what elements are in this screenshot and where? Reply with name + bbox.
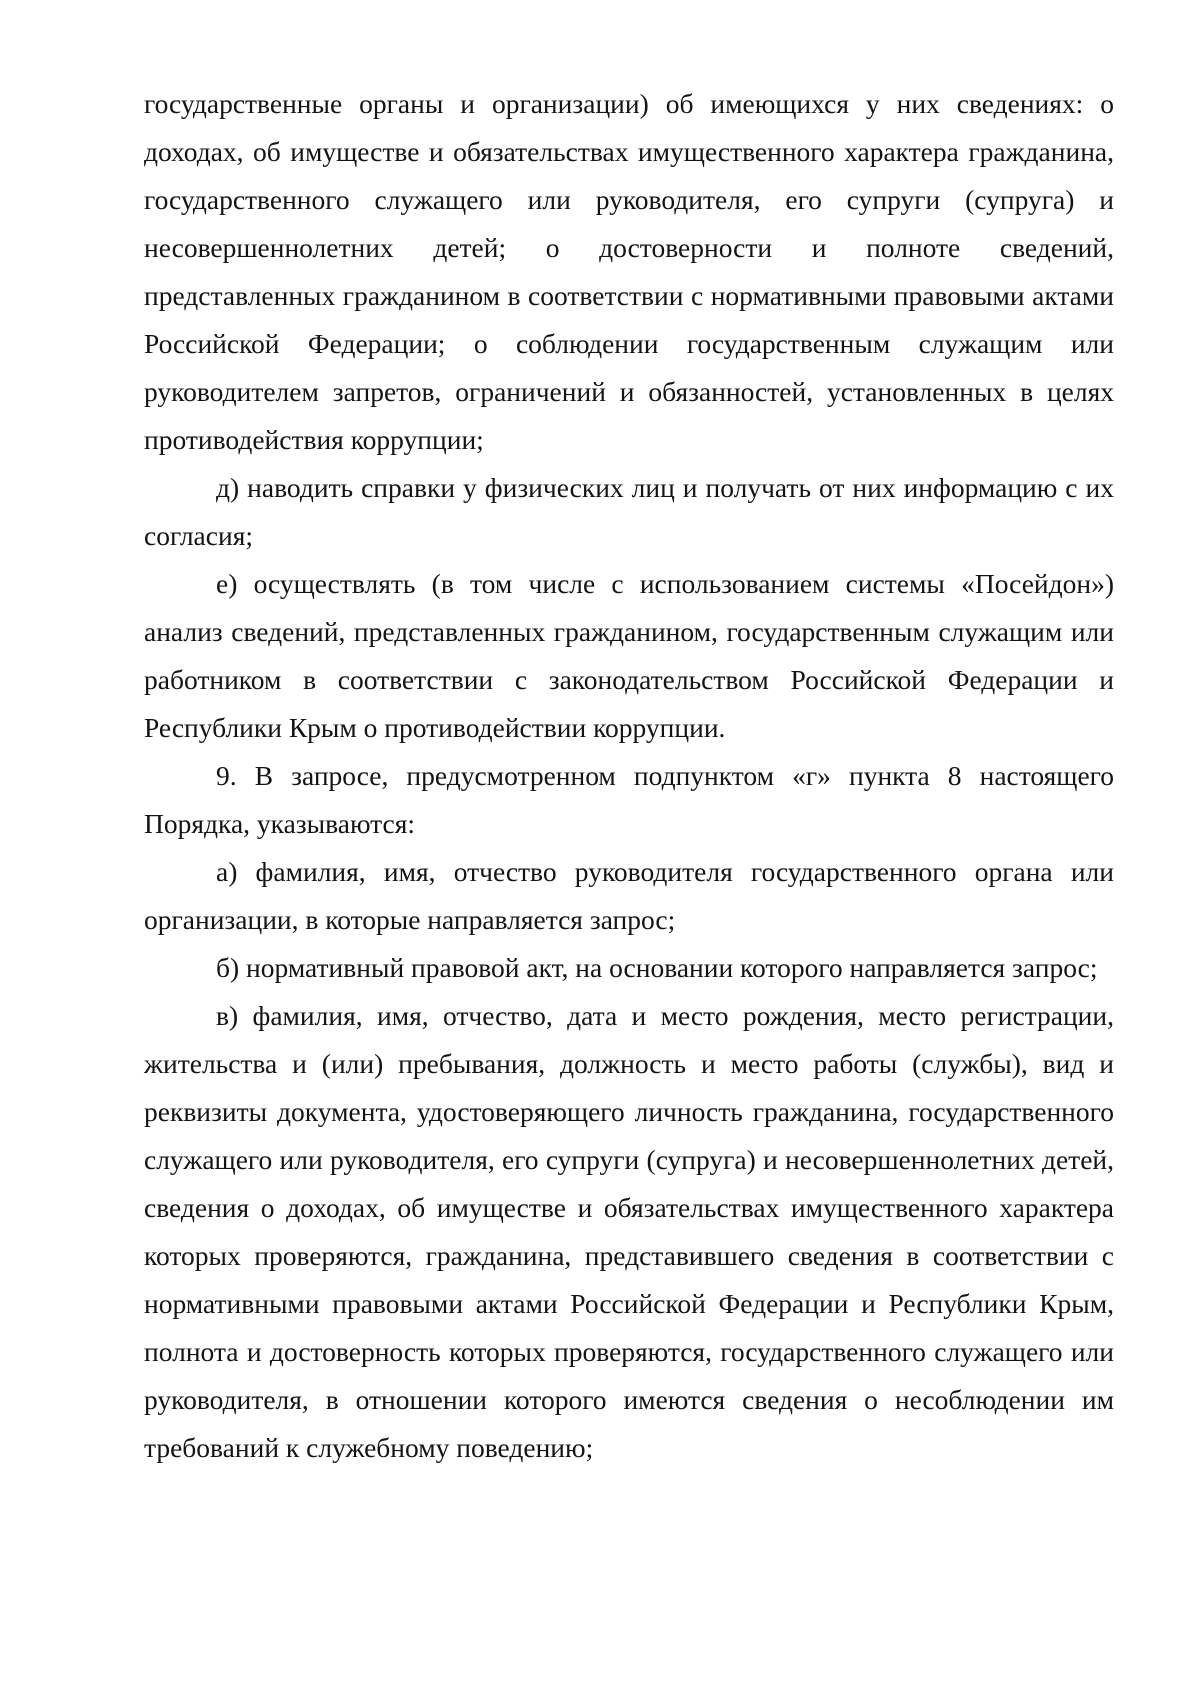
paragraph-clause-9: 9. В запросе, предусмотренном подпунктом «г» пункта 8 настоящего Порядка, указываются:	[144, 760, 1114, 839]
document-body	[144, 80, 1114, 1472]
paragraph-continuation: государственные органы и организации) об имеющихся у них сведениях: о доходах, об имуществе и обязательствах имущественного характера гражданина, государственного служащего или руководителя, его супруги (супруга) и несовершеннолетних детей; о достоверности и полноте сведений, представленных гражданином в соответствии с нормативными правовыми актами Российской Федерации; о соблюдении государственным служащим или руководителем запретов, ограничений и обязанностей, установленных в целях противодействия коррупции;	[144, 88, 1114, 455]
paragraph-item-e: е) осуществлять (в том числе с использованием системы «Посейдон») анализ сведений, представленных гражданином, государственным служащим или работником в соответствии с законодательством Российской Федерации и Республики Крым о противодействии коррупции.	[144, 568, 1114, 743]
paragraph-item-v: в) фамилия, имя, отчество, дата и место рождения, место регистрации, жительства и (или) пребывания, должность и место работы (службы), вид и реквизиты документа, удостоверяющего личность гражданина, государственного служащего или руководителя, его супруги (супруга) и несовершеннолетних детей, сведения о доходах, об имуществе и обязательствах имущественного характера которых проверяются, гражданина, представившего сведения в соответствии с нормативными правовыми актами Российской Федерации и Республики Крым, полнота и достоверность которых проверяются, государственного служащего или руководителя, в отношении которого имеются сведения о несоблюдении им требований к служебному поведению;	[144, 1000, 1114, 1463]
paragraph-item-a: а) фамилия, имя, отчество руководителя государственного органа или организации, в которые направляется запрос;	[144, 856, 1114, 935]
paragraph-item-d: д) наводить справки у физических лиц и получать от них информацию с их согласия;	[144, 472, 1114, 551]
paragraph-item-b: б) нормативный правовой акт, на основании которого направляется запрос;	[216, 952, 1098, 983]
